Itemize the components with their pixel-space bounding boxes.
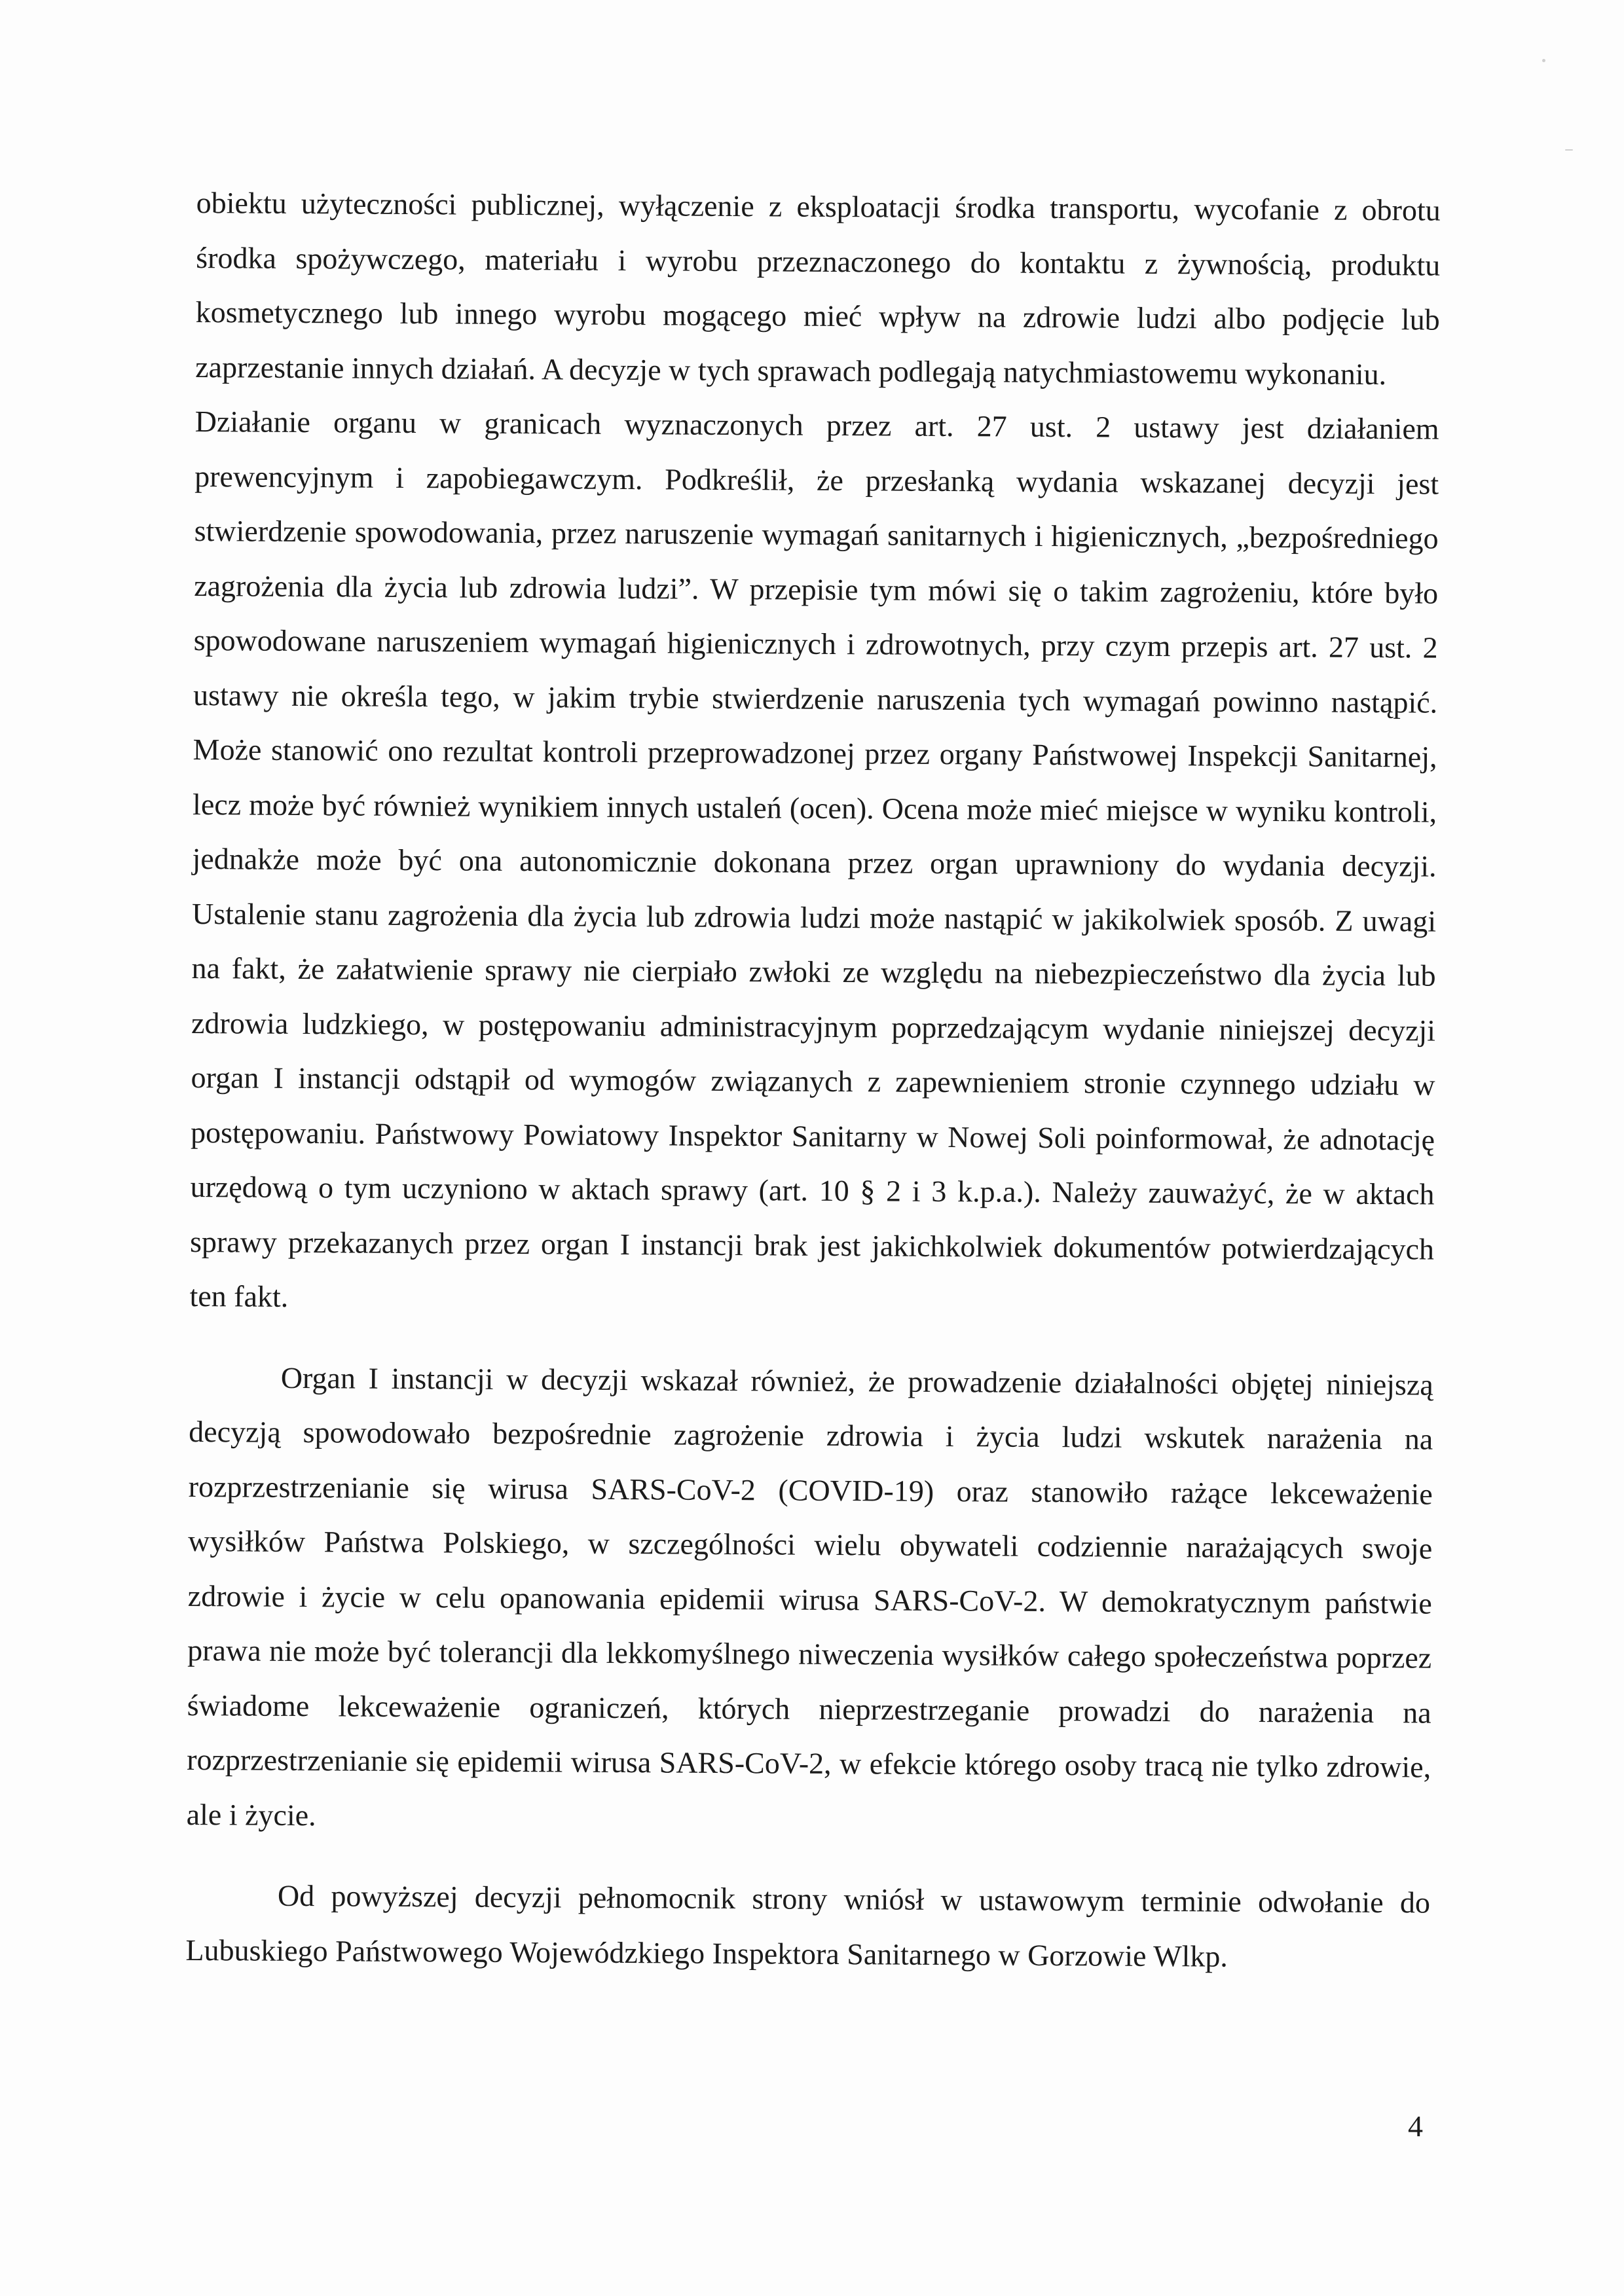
paragraph-continuation: obiektu użyteczności publicznej, wyłączenie z eksploatacji środka transportu, wycofanie z obrotu środka spożywczego, materiału i wyrobu przeznaczonego do kontaktu z żywnością, produktu kosmetycznego lub innego wyrobu mogącego mieć wpływ na zdrowie ludzi albo podjęcie lub zaprzestanie innych działań. A decyzje w tych sprawach podlegają natychmiastowemu wykonaniu. [195,185,1441,391]
paragraph-appeal: Od powyższej decyzji pełnomocnik strony wniósł w ustawowym terminie odwołanie do Lubuskiego Państwowego Wojewódzkiego Inspektora Sanitarnego w Gorzowie Wlkp. [185,1878,1431,1973]
scan-speck [1542,59,1545,62]
document-body [185,175,1441,1985]
paragraph-first-instance-decision: Organ I instancji w decyzji wskazał również, że prowadzenie działalności objętej niniejszą decyzją spowodowało bezpośrednie zagrożenie zdrowia i życia ludzi wskutek narażenia na rozprzestrzenianie się wirusa SARS-CoV-2 (COVID-19) oraz stanowiło rażące lekceważenie wysiłków Państwa Polskiego, w szczególności wielu obywateli codziennie narażających swoje zdrowie i życie w celu opanowania epidemii wirusa SARS-CoV-2. W demokratycznym państwie prawa nie może być tolerancji dla lekkomyślnego niweczenia wysiłków całego społeczeństwa poprzez świadome lekceważenie ograniczeń, których nieprzestrzeganie prowadzi do narażenia na rozprzestrzenianie się epidemii wirusa SARS-CoV-2, w efekcie którego osoby tracą nie tylko zdrowie, ale i życie. [186,1360,1433,1832]
scan-speck [1565,149,1573,151]
paragraph-organ-action: Działanie organu w granicach wyznaczonych przez art. 27 ust. 2 ustawy jest działaniem prewencyjnym i zapobiegawczym. Podkreślił, że przesłanką wydania wskazanej decyzji jest stwierdzenie spowodowania, przez naruszenie wymagań sanitarnych i higienicznych, „bezpośredniego zagrożenia dla życia lub zdrowia ludzi”. W przepisie tym mówi się o takim zagrożeniu, które było spowodowane naruszeniem wymagań higienicznych i zdrowotnych, przy czym przepis art. 27 ust. 2 ustawy nie określa tego, w jakim trybie stwierdzenie naruszenia tych wymagań powinno nastąpić. Może stanowić ono rezultat kontroli przeprowadzonej przez organy Państwowej Inspekcji Sanitarnej, lecz może być również wynikiem innych ustaleń (ocen). Ocena może mieć miejsce w wyniku kontroli, jednakże może być ona autonomicznie dokonana przez organ uprawniony do wydania decyzji. Ustalenie stanu zagrożenia dla życia lub zdrowia ludzi może nastąpić w jakikolwiek sposób. Z uwagi na fakt, że załatwienie sprawy nie cierpiało zwłoki ze względu na niebezpieczeństwo dla życia lub zdrowia ludzkiego, w postępowaniu administracyjnym poprzedzającym wydanie niniejszej decyzji organ I instancji odstąpił od wymogów związanych z zapewnieniem stronie czynnego udziału w postępowaniu. Państwowy Powiatowy Inspektor Sanitarny w Nowej Soli poinformował, że adnotację urzędową o tym uczyniono w aktach sprawy (art. 10 § 2 i 3 k.p.a.). Należy zauważyć, że w aktach sprawy przekazanych przez organ I instancji brak jest jakichkolwiek dokumentów potwierdzających ten fakt. [189,404,1439,1313]
page-number: 4 [1408,2109,1423,2143]
